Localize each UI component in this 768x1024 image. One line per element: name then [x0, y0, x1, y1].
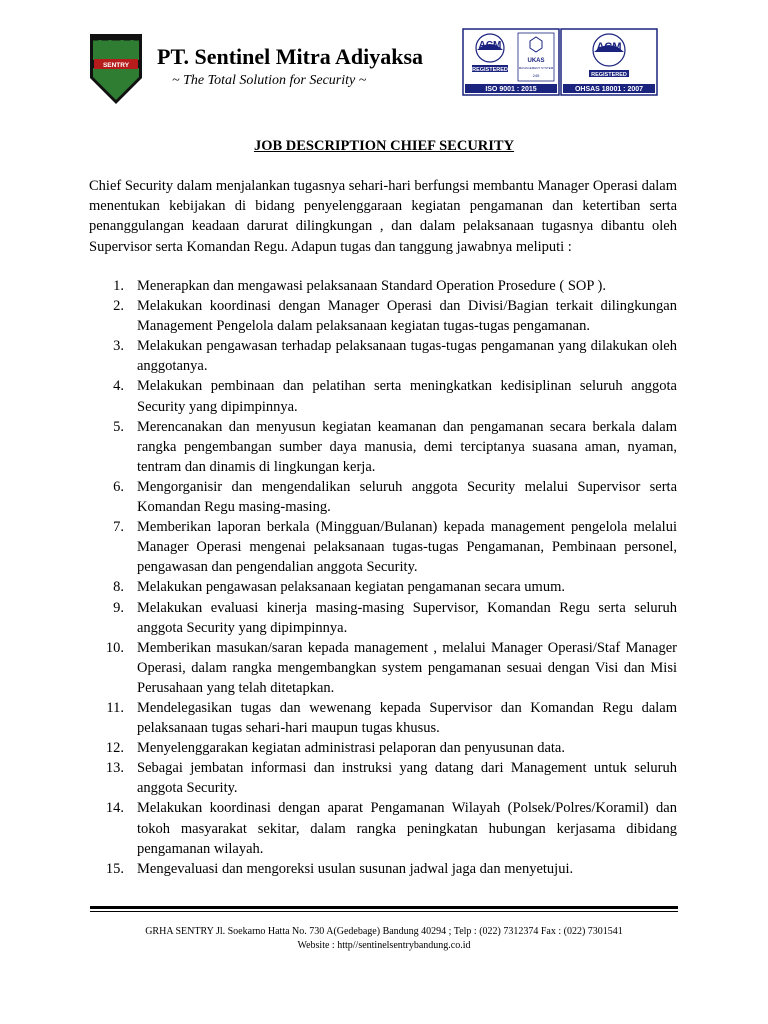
footer-divider — [90, 906, 678, 909]
sentry-shield-logo — [88, 32, 144, 106]
cert-acm-label: ACM — [596, 41, 622, 53]
duty-number: 12. — [105, 740, 124, 757]
duty-item — [89, 477, 677, 517]
duty-text: Melakukan pembinaan dan pelatihan serta meningkatkan kedisiplinan seluruh anggota Security yang dipimpinnya. — [137, 378, 677, 415]
duty-text: Mengevaluasi dan mengoreksi usulan susunan jadwal jaga dan menyetujui. — [137, 860, 574, 877]
duty-item — [89, 758, 677, 798]
letterhead — [0, 0, 768, 120]
duty-item — [89, 698, 677, 738]
duty-text: Memberikan laporan berkala (Mingguan/Bulanan) kepada management pengelola melalui Manager Operasi mengenai pelaksanaan tugas-tugas Pengamanan, Pembinaan personel, pengawasan dan pengendalian anggota Security. — [137, 519, 677, 576]
ukas-subtitle: MANAGEMENT SYSTEM — [518, 66, 554, 70]
duty-text: Melakukan koordinasi dengan aparat Pengamanan Wilayah (Polsek/Polres/Koramil) dan tokoh masyarakat sekitar, dalam rangka peningkatan hubungan kerjasama dibidang pengamanan wilayah. — [137, 800, 677, 857]
duty-number: 4. — [113, 378, 124, 395]
duty-number: 1. — [113, 278, 124, 294]
ukas-code: 245 — [532, 73, 540, 78]
intro-paragraph: Chief Security dalam menjalankan tugasnya sehari-hari berfungsi membantu Manager Operasi dalam menentukan kebijakan di bidang penyelenggaraan kegiatan pengamanan dan ketertiban serta penanggulangan keadaan darurat dilingkungan , dan dalam pelaksanaan tugasnya dibantu oleh Supervisor serta Komandan Regu. Adapun tugas dan tanggung jawabnya meliputi : — [89, 178, 677, 255]
duty-number: 2. — [113, 298, 124, 315]
duty-number: 11. — [106, 699, 124, 716]
duty-item — [89, 859, 677, 879]
cert-registered-label: REGISTERED — [591, 72, 627, 78]
duty-text: Menyelenggarakan kegiatan administrasi pelaporan dan penyusunan data. — [137, 740, 565, 757]
duty-text: Sebagai jembatan informasi dan instruksi yang datang dari Management untuk seluruh anggota Security. — [137, 760, 677, 797]
duty-item — [89, 738, 677, 758]
cert-standard-iso: ISO 9001 : 2015 — [485, 86, 537, 93]
duty-text: Mengorganisir dan mengendalikan seluruh anggota Security melalui Supervisor serta Komandan Regu masing-masing. — [137, 478, 677, 516]
duty-item — [89, 798, 677, 858]
duty-text: Memberikan masukan/saran kepada management , melalui Manager Operasi/Staf Manager Operasi, dalam rangka mengembangkan system pengamanan sesuai dengan Visi dan Misi Perusahaan yang telah ditetapkan. — [137, 639, 677, 696]
duty-item — [89, 598, 677, 638]
duty-item — [89, 296, 677, 336]
duties-list — [89, 276, 677, 879]
company-tagline: ~ The Total Solution for Security ~ — [172, 73, 367, 88]
duty-number: 7. — [113, 519, 124, 536]
company-name: PT. Sentinel Mitra Adiyaksa — [157, 44, 424, 69]
duty-item — [89, 517, 677, 577]
cert-acm-label: ACM — [478, 40, 502, 51]
document-title: JOB DESCRIPTION CHIEF SECURITY — [253, 138, 515, 154]
duty-number: 8. — [113, 579, 124, 596]
duty-text: Menerapkan dan mengawasi pelaksanaan Standard Operation Prosedure ( SOP ). — [137, 278, 606, 294]
duty-number: 15. — [105, 860, 124, 877]
duty-text: Melakukan pengawasan pelaksanaan kegiatan pengamanan secara umum. — [137, 579, 565, 596]
duty-text: Mendelegasikan tugas dan wewenang kepada Supervisor dan Komandan Regu dalam pelaksanaan tugas sehari-hari maupun tugas khusus. — [137, 699, 677, 737]
duty-text: Melakukan koordinasi dengan Manager Operasi dan Divisi/Bagian terkait dilingkungan Management Pengelola dalam pelaksanaan kegiatan tugas-tugas pengamanan. — [137, 298, 677, 335]
cert-registered-label: REGISTERED — [472, 67, 508, 73]
footer-website: Website : http//sentinelsentrybandung.co.id — [297, 940, 471, 951]
duty-item — [89, 336, 677, 376]
duty-number: 10. — [105, 639, 124, 656]
duty-item — [89, 376, 677, 416]
duty-item — [89, 417, 677, 477]
duty-item — [89, 577, 677, 597]
duty-number: 5. — [113, 418, 124, 435]
duty-number: 14. — [105, 800, 124, 817]
duty-text: Melakukan evaluasi kinerja masing-masing Supervisor, Komandan Regu serta seluruh anggota Security yang dipimpinnya. — [137, 599, 677, 636]
duty-number: 3. — [113, 338, 124, 355]
duty-item — [89, 276, 677, 296]
certification-badges — [462, 28, 658, 96]
duty-item — [89, 638, 677, 698]
duty-number: 6. — [113, 478, 124, 495]
logo-wordmark: SENTRY — [102, 62, 130, 69]
duty-number: 9. — [113, 599, 124, 616]
cert-standard-ohsas: OHSAS 18001 : 2007 — [574, 86, 644, 93]
duty-number: 13. — [105, 760, 124, 777]
duty-text: Merencanakan dan menyusun kegiatan keamanan dan pengamanan secara berkala dalam rangka pengembangan sumber daya manusia, demi terciptanya suasana aman, nyaman, tentram dan dinamis di lingkungan kerja. — [137, 418, 677, 475]
ukas-label: UKAS — [527, 58, 545, 64]
footer-address: GRHA SENTRY Jl. Soekarno Hatta No. 730 A(Gedebage) Bandung 40294 ; Telp : (022) 7312374 Fax : (022) 7301541 — [145, 926, 623, 937]
duty-text: Melakukan pengawasan terhadap pelaksanaan tugas-tugas pengamanan yang dilakukan oleh anggotanya. — [137, 338, 677, 375]
footer-divider-thin — [90, 911, 678, 912]
